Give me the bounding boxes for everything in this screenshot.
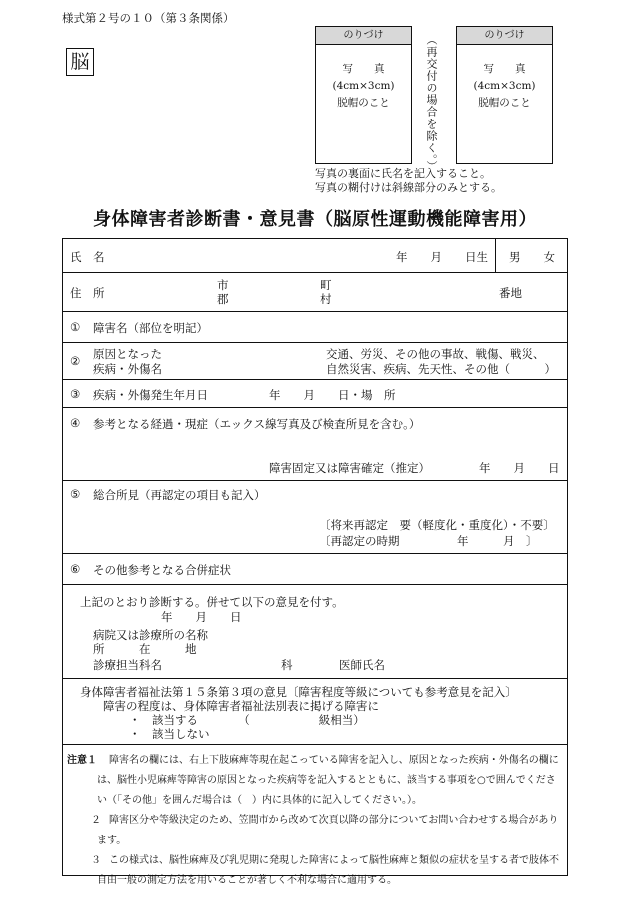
cause-options-2: 自然災害、疾病、先天性、その他（ ） <box>326 362 556 376</box>
photo-title: 写 真 <box>342 63 385 75</box>
form-id: 様式第２号の１０（第３条関係） <box>62 11 235 25</box>
county-label: 郡 <box>217 292 229 306</box>
item-6-label: その他参考となる合併症状 <box>93 563 231 577</box>
opinion-applicable: ・ 該当する （ 級相当） <box>129 713 365 727</box>
note-1-line2: は、脳性小児麻痺等障害の原因となった疾病等を記入するとともに、該当する事項を○で囲んでくださ <box>97 775 556 786</box>
photo-size: (4cm×3cm) <box>332 80 395 92</box>
address-row[interactable] <box>63 273 567 312</box>
number-label: 番地 <box>499 286 522 300</box>
item-6-row[interactable] <box>63 554 567 585</box>
opinion-line2: 障害の程度は、身体障害者福祉法別表に掲げる障害に <box>103 699 379 713</box>
item-5-row[interactable] <box>63 481 567 554</box>
form-frame <box>62 238 568 886</box>
name-row[interactable] <box>63 239 567 273</box>
opinion-not-applicable: ・ 該当しない <box>129 727 210 741</box>
department-label: 診療担当科名 <box>93 658 162 672</box>
town-label: 町 <box>320 278 332 292</box>
item-1-label: 障害名（部位を明記） <box>93 321 208 335</box>
glue-label: のりづけ <box>457 27 552 45</box>
note-3-line1: この様式は、脳性麻痺及び乳児期に発現した障害によって脳性麻痺と類似の症状を呈する者で肢体不 <box>109 855 559 866</box>
note-3-head: ３ <box>91 855 101 866</box>
brain-mark: 脳 <box>66 48 94 76</box>
photo-box-left <box>315 26 412 164</box>
department-suffix: 科 <box>281 658 293 672</box>
note-3-line2: 自由一般の測定方法を用いることが著しく不利な場合に適用する。 <box>97 875 397 886</box>
item-3-date: 年 月 日・場 所 <box>269 388 396 402</box>
note-1-line3: い（「その他」を囲んだ場合は（ ）内に具体的に記入してください。）。 <box>97 795 422 806</box>
item-2-label2: 疾病・外傷名 <box>93 362 162 376</box>
item-1-num: ① <box>70 320 81 334</box>
dob-label: 年 月 日生 <box>396 250 488 264</box>
note-2-line1: 障害区分や等級決定のため、笠間市から改めて次頁以降の部分についてお問い合わせする場合があり <box>109 815 559 826</box>
recert-period: 〔再認定の時期 年 月 〕 <box>319 534 538 548</box>
item-4-num: ④ <box>70 416 81 430</box>
diagnosis-statement: 上記のとおり診断する。併せて以下の意見を付す。 <box>80 595 344 609</box>
photo-note: 脱帽のこと <box>478 97 531 109</box>
item-2-num: ② <box>70 354 81 368</box>
item-2-label1: 原因となった <box>93 347 162 361</box>
glue-label: のりづけ <box>316 27 411 45</box>
diagnosis-section[interactable] <box>63 585 567 679</box>
doctor-name-label: 医師氏名 <box>339 658 385 672</box>
note-2-head: ２ <box>91 815 101 826</box>
photo-title: 写 真 <box>483 63 526 75</box>
item-6-num: ⑥ <box>70 562 81 576</box>
note-1-head: 注意１ <box>67 755 97 766</box>
city-label: 市 <box>217 278 229 292</box>
hospital-location-label: 所 在 地 <box>93 642 197 656</box>
photo-size: (4cm×3cm) <box>473 80 536 92</box>
item-3-num: ③ <box>70 387 81 401</box>
diagnosis-date: 年 月 日 <box>161 610 242 624</box>
item-3-label: 疾病・外傷発生年月日 <box>93 388 208 402</box>
item-1-row[interactable] <box>63 312 567 343</box>
recert-required: 〔将来再認定 要（軽度化・重度化）・不要〕 <box>319 518 555 532</box>
item-4-row[interactable] <box>63 408 567 481</box>
note-1-line1: 障害名の欄には、右上下肢麻痺等現在起こっている障害を記入し、原因となった疾病・外傷名の欄に <box>109 755 559 766</box>
gender-label: 男 女 <box>509 250 555 264</box>
photo-box-right <box>456 26 553 164</box>
item-4-fixed: 障害固定又は障害確定（推定） <box>269 461 430 475</box>
item-4-date: 年 月 日 <box>479 461 560 475</box>
photo-note: 脱帽のこと <box>337 97 390 109</box>
item-2-row[interactable] <box>63 343 567 380</box>
item-5-num: ⑤ <box>70 487 81 501</box>
name-label: 氏 名 <box>70 250 105 264</box>
note-2-line2: ます。 <box>97 835 127 846</box>
reissue-note: （再交付の場合を除く。） <box>425 34 438 173</box>
cause-options-1: 交通、労災、その他の事故、戦傷、戦災、 <box>326 347 545 361</box>
address-label: 住 所 <box>70 286 105 300</box>
item-3-row[interactable] <box>63 380 567 408</box>
photo-paste-note: 写真の糊付けは斜線部分のみとする。 <box>315 181 502 194</box>
opinion-line1: 身体障害者福祉法第１５条第３項の意見〔障害程度等級についても参考意見を記入〕 <box>80 685 517 699</box>
photo-back-note: 写真の裏面に氏名を記入すること。 <box>315 167 491 180</box>
village-label: 村 <box>320 292 332 306</box>
item-5-label: 総合所見（再認定の項目も記入） <box>93 488 266 502</box>
opinion-section[interactable] <box>63 679 567 745</box>
hospital-name-label: 病院又は診療所の名称 <box>93 628 208 642</box>
item-4-label: 参考となる経過・現症（エックス線写真及び検査所見を含む。） <box>93 417 421 431</box>
document-title: 身体障害者診断書・意見書（脳原性運動機能障害用） <box>93 209 537 230</box>
